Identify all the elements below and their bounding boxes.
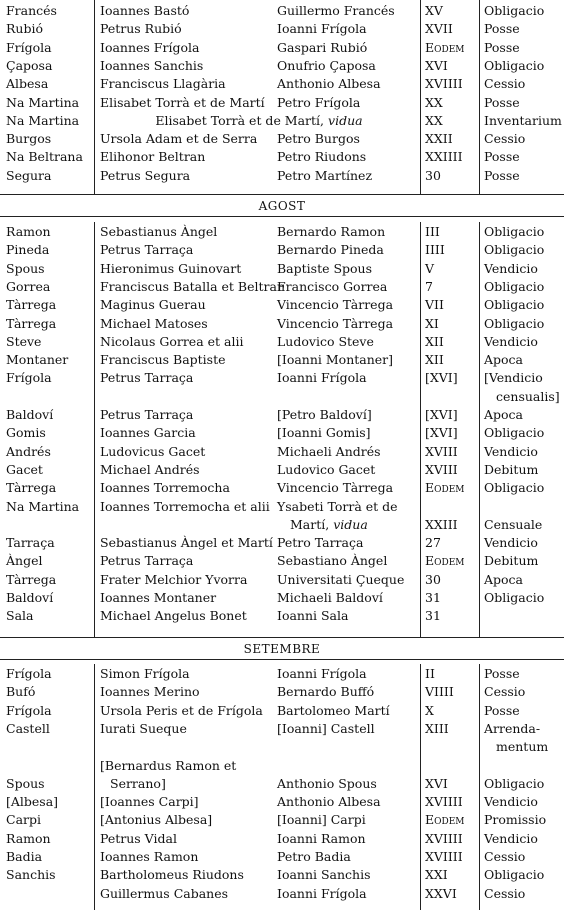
act-type-cell: Vendicio: [484, 535, 538, 551]
act-type-cell: Inventarium: [484, 112, 562, 128]
recipient-cell: Ludovico Gacet: [277, 461, 376, 477]
day-cell: II: [425, 666, 435, 681]
grantor-cell: Michael Matoses: [100, 315, 208, 331]
grantor-cell: Petrus Tarraça: [100, 553, 194, 569]
recipient-cell: [Ioanni Gomis]: [277, 425, 371, 441]
recipient-cell: [Petro Baldoví]: [277, 407, 372, 422]
surname-cell: Frígola: [6, 370, 52, 386]
grantor-cell: Maginus Guerau: [100, 297, 206, 313]
act-type-cell: Debitum: [484, 553, 539, 569]
day-cell: XIII: [425, 720, 449, 736]
continuation-text: Martí,: [290, 516, 334, 532]
surname-cell: Bufó: [6, 684, 36, 700]
surname-cell: Andrés: [6, 443, 51, 459]
surname-cell: Na Martina: [6, 94, 80, 110]
grantor-cell: [Ioannes Carpi]: [100, 794, 199, 810]
act-type-cell: Posse: [484, 94, 520, 110]
surname-cell: Gacet: [6, 461, 43, 477]
recipient-cell: Petro Frígola: [277, 94, 361, 110]
recipient-cell: Onufrio Çaposa: [277, 57, 376, 73]
day-cell: XXIII: [425, 516, 458, 532]
recipient-cell: Petro Burgos: [277, 131, 360, 147]
day-cell: XVIII: [425, 443, 458, 459]
grantor-cell: Ioannes Merino: [100, 684, 200, 700]
grantor-cell: Ioannes Ramon: [100, 849, 199, 864]
day-cell: 30: [425, 571, 441, 587]
act-type-cell: Posse: [484, 702, 520, 718]
surname-cell: Sanchis: [6, 867, 56, 883]
surname-cell: Tàrrega: [6, 315, 57, 331]
act-type-cell: Posse: [484, 21, 520, 37]
recipient-cell: Petro Tarraça: [277, 535, 364, 551]
grantor-cell: Ioannes Torremocha et alii: [100, 498, 270, 514]
act-type-cell: Posse: [484, 149, 520, 165]
day-cell: XX: [425, 94, 443, 110]
act-type-cell: [Vendicio: [484, 370, 543, 386]
act-type-cell: Apoca: [484, 407, 524, 422]
surname-cell: Àngel: [6, 553, 43, 569]
surname-cell: Spous: [6, 775, 45, 791]
merged-grantor-recipient-cell: [100, 113, 418, 131]
grantor-cell: Sebastianus Àngel: [100, 224, 218, 239]
surname-cell: Tàrrega: [6, 480, 57, 496]
grantor-cell: [Antonius Albesa]: [100, 812, 213, 828]
day-cell: XVIIII: [425, 76, 463, 92]
grantor-cell: Ioannes Bastó: [100, 3, 190, 18]
surname-cell: Montaner: [6, 352, 69, 368]
day-cell: 31: [425, 590, 441, 605]
act-type-cell: Obligacio: [484, 297, 545, 313]
day-cell: 27: [425, 535, 441, 551]
grantor-cell: Ursola Adam et de Serra: [100, 131, 258, 147]
surname-cell: Castell: [6, 720, 50, 736]
act-type-cell: Obligacio: [484, 242, 545, 258]
surname-cell: Segura: [6, 167, 52, 183]
surname-cell: Frígola: [6, 702, 52, 718]
column-rule: [94, 222, 95, 637]
merged-italic-text: vidua: [328, 112, 363, 128]
recipient-cell: Vincencio Tàrrega: [277, 297, 394, 313]
day-cell: XVIIII: [425, 849, 463, 864]
grantor-cell: Petrus Rubió: [100, 21, 182, 37]
grantor-cell: Guillermus Cabanes: [100, 885, 229, 901]
grantor-cell: Franciscus Baptiste: [100, 352, 226, 368]
recipient-cell: Gaspari Rubió: [277, 39, 368, 55]
day-cell: 31: [425, 608, 441, 624]
act-type-cell: censualis]: [496, 388, 560, 404]
grantor-cell: Ursola Peris et de Frígola: [100, 702, 263, 718]
recipient-cell: Ludovico Steve: [277, 333, 374, 349]
recipient-cell: Francisco Gorrea: [277, 278, 388, 294]
grantor-cell: Ioannes Garcia: [100, 425, 196, 441]
act-type-cell: Vendicio: [484, 794, 538, 810]
day-cell: XXII: [425, 131, 453, 147]
act-type-cell: Obligacio: [484, 3, 545, 18]
act-type-cell: Apoca: [484, 571, 524, 587]
act-type-cell: Cessio: [484, 131, 526, 147]
recipient-cell: Vincencio Tàrrega: [277, 315, 394, 331]
day-cell: III: [425, 224, 440, 239]
column-rule: [420, 664, 421, 910]
grantor-cell: Ioannes Sanchis: [100, 57, 204, 73]
grantor-cell: Petrus Segura: [100, 167, 191, 183]
day-cell: XV: [425, 3, 443, 18]
day-cell: XVIII: [425, 461, 458, 477]
column-rule: [479, 222, 480, 637]
surname-cell: Tàrrega: [6, 297, 57, 313]
surname-cell: Steve: [6, 333, 42, 349]
surname-cell: Francés: [6, 3, 57, 18]
recipient-cell: Anthonio Spous: [277, 775, 377, 791]
surname-cell: Gomis: [6, 425, 46, 441]
day-cell: XXI: [425, 867, 448, 883]
act-type-cell: Obligacio: [484, 480, 545, 496]
surname-cell: Na Martina: [6, 112, 80, 128]
day-cell: IIII: [425, 242, 445, 258]
surname-cell: Gorrea: [6, 278, 51, 294]
recipient-cell: Bernardo Ramon: [277, 224, 386, 239]
day-cell: X: [425, 702, 434, 718]
section-heading-setembre: SETEMBRE: [243, 642, 321, 656]
surname-cell: Ramon: [6, 830, 51, 846]
grantor-cell: Franciscus Llagària: [100, 76, 226, 92]
day-cell: XVIIII: [425, 830, 463, 846]
grantor-cell: Ioannes Frígola: [100, 39, 200, 55]
act-type-cell: Cessio: [484, 849, 526, 864]
act-type-cell: Obligacio: [484, 775, 545, 791]
recipient-cell: Bartolomeo Martí: [277, 702, 390, 718]
surname-cell: Spous: [6, 260, 45, 276]
grantor-cell: Elihonor Beltran: [100, 149, 206, 165]
day-cell: XVII: [425, 21, 453, 37]
recipient-cell: Michaeli Baldoví: [277, 590, 383, 605]
recipient-cell: Petro Riudons: [277, 149, 367, 165]
surname-cell: Na Martina: [6, 498, 80, 514]
day-cell: XX: [425, 112, 443, 128]
act-type-cell: Cessio: [484, 684, 526, 700]
act-type-cell: Posse: [484, 666, 520, 681]
recipient-cell: Sebastiano Àngel: [277, 553, 388, 569]
act-type-cell: Obligacio: [484, 57, 545, 73]
column-rule: [479, 664, 480, 910]
act-type-cell: Obligacio: [484, 315, 545, 331]
day-cell: XVIIII: [425, 794, 463, 810]
act-type-cell: Obligacio: [484, 590, 545, 605]
day-cell: Eodem: [425, 480, 465, 496]
recipient-cell: Ioanni Ramon: [277, 830, 366, 846]
column-rule: [420, 222, 421, 637]
column-rule: [479, 0, 480, 194]
day-cell: [XVI]: [425, 370, 458, 386]
divider-line: [0, 194, 564, 195]
surname-cell: Ramon: [6, 224, 51, 239]
surname-cell: Tàrrega: [6, 571, 57, 587]
day-cell: Eodem: [425, 812, 465, 828]
grantor-cell: Bartholomeus Riudons: [100, 867, 244, 883]
grantor-cell: Simon Frígola: [100, 666, 190, 681]
day-cell: 7: [425, 278, 433, 294]
act-type-cell: Arrenda-: [484, 720, 541, 736]
grantor-cell: Serrano]: [110, 775, 166, 791]
grantor-cell: Ioannes Montaner: [100, 590, 217, 605]
column-rule: [420, 0, 421, 194]
grantor-cell: Michael Andrés: [100, 461, 200, 477]
act-type-cell: Posse: [484, 167, 520, 183]
day-cell: XVI: [425, 57, 448, 73]
day-cell: 30: [425, 167, 441, 183]
merged-text: Elisabet Torrà et de Martí,: [155, 112, 329, 128]
recipient-cell: Bernardo Pineda: [277, 242, 384, 258]
grantor-cell: Petrus Tarraça: [100, 242, 194, 258]
recipient-cell: Vincencio Tàrrega: [277, 480, 394, 496]
recipient-cell-continuation: [290, 517, 368, 535]
grantor-cell: Hieronimus Guinovart: [100, 260, 242, 276]
recipient-cell: Ioanni Frígola: [277, 21, 367, 37]
grantor-cell: Ioannes Torremocha: [100, 480, 230, 496]
day-cell: Eodem: [425, 39, 465, 55]
act-type-cell: Vendicio: [484, 260, 538, 276]
surname-cell: Tarraça: [6, 535, 55, 551]
surname-cell: Badia: [6, 849, 43, 864]
day-cell: XII: [425, 333, 444, 349]
grantor-cell: Iurati Sueque: [100, 720, 187, 736]
day-cell: XVI: [425, 775, 448, 791]
day-cell: [XVI]: [425, 407, 458, 422]
column-rule: [94, 664, 95, 910]
divider-line: [0, 659, 564, 660]
act-type-cell: Apoca: [484, 352, 524, 368]
recipient-cell: [Ioanni] Carpi: [277, 812, 366, 828]
column-rule: [94, 0, 95, 194]
day-cell: XII: [425, 352, 444, 368]
grantor-cell: Franciscus Batalla et Beltran: [100, 278, 286, 294]
act-type-cell: Cessio: [484, 885, 526, 901]
day-cell: XI: [425, 315, 439, 331]
grantor-cell: Sebastianus Àngel et Martí: [100, 535, 273, 551]
grantor-cell: [Bernardus Ramon et: [100, 757, 237, 773]
recipient-cell: Bernardo Buffó: [277, 684, 375, 700]
surname-cell: Na Beltrana: [6, 149, 83, 165]
day-cell: XXVI: [425, 885, 457, 901]
act-type-cell: Cessio: [484, 76, 526, 92]
recipient-cell: [Ioanni Montaner]: [277, 352, 394, 368]
day-cell: VII: [425, 297, 444, 313]
day-cell: VIIII: [425, 684, 454, 700]
recipient-cell: Ioanni Frígola: [277, 666, 367, 681]
recipient-cell: Anthonio Albesa: [277, 794, 381, 810]
day-cell: V: [425, 260, 435, 276]
recipient-cell: Anthonio Albesa: [277, 76, 381, 92]
grantor-cell: Ludovicus Gacet: [100, 443, 206, 459]
surname-cell: Albesa: [6, 76, 49, 92]
recipient-cell: Ioanni Frígola: [277, 885, 367, 901]
day-cell: XXIIII: [425, 149, 463, 165]
surname-cell: Sala: [6, 608, 34, 624]
recipient-cell: Michaeli Andrés: [277, 443, 381, 459]
day-cell: Eodem: [425, 553, 465, 569]
surname-cell: [Albesa]: [6, 794, 59, 810]
act-type-cell: Debitum: [484, 461, 539, 477]
recipient-cell: Baptiste Spous: [277, 260, 373, 276]
surname-cell: Frígola: [6, 666, 52, 681]
recipient-cell: Universitati Çueque: [277, 571, 405, 587]
divider-line: [0, 216, 564, 217]
act-type-cell: Obligacio: [484, 278, 545, 294]
act-type-cell: Censuale: [484, 516, 543, 532]
act-type-cell: Posse: [484, 39, 520, 55]
recipient-cell: [Ioanni] Castell: [277, 720, 375, 736]
surname-cell: Frígola: [6, 39, 52, 55]
grantor-cell: Michael Angelus Bonet: [100, 608, 247, 624]
act-type-cell: Vendicio: [484, 333, 538, 349]
act-type-cell: Vendicio: [484, 830, 538, 846]
act-type-cell: Obligacio: [484, 425, 545, 441]
recipient-cell: Petro Badia: [277, 849, 351, 864]
grantor-cell: Petrus Tarraça: [100, 370, 194, 386]
recipient-cell: Ioanni Frígola: [277, 370, 367, 386]
section-heading-agost: AGOST: [258, 199, 306, 213]
surname-cell: Rubió: [6, 21, 43, 37]
day-cell: [XVI]: [425, 425, 458, 441]
recipient-cell: Ioanni Sala: [277, 608, 349, 624]
continuation-italic-text: vidua: [333, 516, 368, 532]
surname-cell: Baldoví: [6, 590, 54, 605]
act-type-cell: Promissio: [484, 812, 547, 828]
surname-cell: Carpi: [6, 812, 41, 828]
grantor-cell: Nicolaus Gorrea et alii: [100, 333, 244, 349]
act-type-cell: mentum: [496, 739, 549, 755]
surname-cell: Burgos: [6, 131, 52, 147]
grantor-cell: Frater Melchior Yvorra: [100, 571, 248, 587]
recipient-cell: Ysabeti Torrà et de: [277, 498, 398, 514]
surname-cell: Pineda: [6, 242, 50, 258]
recipient-cell: Ioanni Sanchis: [277, 867, 371, 883]
grantor-cell: Petrus Tarraça: [100, 407, 194, 422]
grantor-cell: Elisabet Torrà et de Martí: [100, 94, 265, 110]
act-type-cell: Obligacio: [484, 224, 545, 239]
grantor-cell: Petrus Vidal: [100, 830, 177, 846]
surname-cell: Çaposa: [6, 57, 53, 73]
surname-cell: Baldoví: [6, 407, 54, 422]
act-type-cell: Vendicio: [484, 443, 538, 459]
divider-line: [0, 637, 564, 638]
recipient-cell: Guillermo Francés: [277, 3, 395, 18]
recipient-cell: Petro Martínez: [277, 167, 373, 183]
act-type-cell: Obligacio: [484, 867, 545, 883]
